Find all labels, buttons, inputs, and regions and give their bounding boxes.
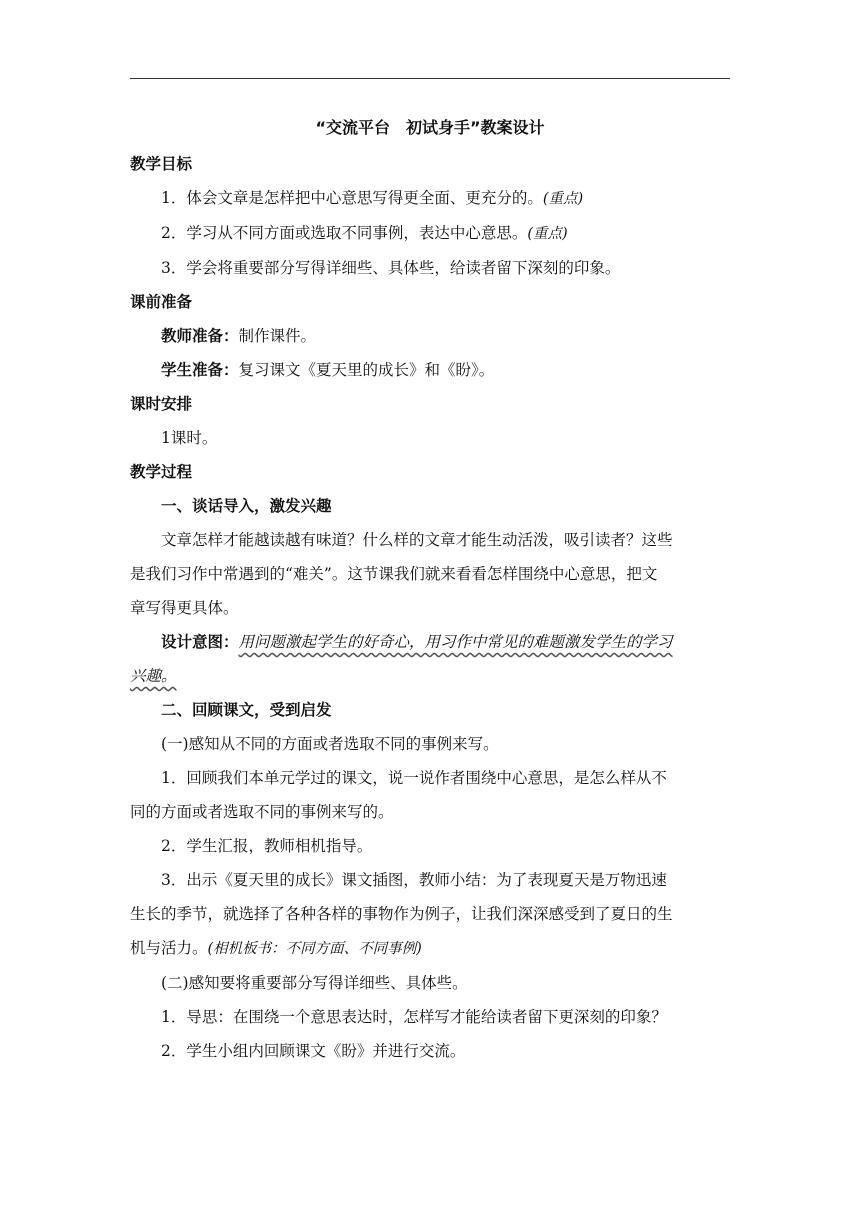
schedule-text: 1课时。 xyxy=(161,429,218,447)
intent-label: 设计意图： xyxy=(161,633,239,651)
step1-para-line3: 章写得更具体。 xyxy=(130,599,239,617)
heading-schedule: 课时安排 xyxy=(130,395,193,413)
step2-item1-line1: 1．回顾我们本单元学过的课文，说一说作者围绕中心意思，是怎么样从不 xyxy=(161,769,667,787)
step1-title: 一、谈话导入，激发兴趣 xyxy=(161,497,332,515)
step2-item3-line2: 生长的季节，就选择了各种各样的事物作为例子，让我们深深感受到了夏日的生 xyxy=(130,905,673,923)
goal-item-2: 2．学习从不同方面或选取不同事例，表达中心意思。(重点) xyxy=(161,224,568,242)
step2-item5: 2．学生小组内回顾课文《盼》并进行交流。 xyxy=(161,1042,466,1060)
step2-item3-line1: 3．出示《夏天里的成长》课文插图，教师小结：为了表现夏天是万物迅速 xyxy=(161,871,667,889)
step2-title: 二、回顾课文，受到启发 xyxy=(161,701,332,719)
heading-prep: 课前准备 xyxy=(130,293,193,311)
step2-item3-line3: 机与活力。(相机板书：不同方面、不同事例) xyxy=(130,939,422,957)
intent-text-2: 兴趣。 xyxy=(130,667,177,685)
prep-teacher-label: 教师准备： xyxy=(161,327,239,345)
step1-para-line1: 文章怎样才能越读越有味道？什么样的文章才能生动活泼，吸引读者？这些 xyxy=(161,531,673,549)
board-note: (相机板书：不同方面、不同事例) xyxy=(207,941,422,957)
step2-part1: (一)感知从不同的方面或者选取不同的事例来写。 xyxy=(161,735,499,753)
step1-intent-line2 xyxy=(130,659,730,693)
prep-student-label: 学生准备： xyxy=(161,361,239,379)
prep-student: 学生准备：复习课文《夏天里的成长》和《盼》。 xyxy=(161,361,495,379)
step2-item1-line2: 同的方面或者选取不同的事例来写的。 xyxy=(130,803,394,821)
document-title: “交流平台 初试身手”教案设计 xyxy=(315,118,545,137)
step2-item4: 1．导思：在围绕一个意思表达时，怎样写才能给读者留下更深刻的印象？ xyxy=(161,1008,667,1026)
heading-goals: 教学目标 xyxy=(130,155,193,173)
goal-item-3: 3．学会将重要部分写得详细些、具体些，给读者留下深刻的印象。 xyxy=(161,259,621,277)
goal-item-1: 1．体会文章是怎样把中心意思写得更全面、更充分的。(重点) xyxy=(161,189,584,207)
step2-part2: (二)感知要将重要部分写得详细些、具体些。 xyxy=(161,974,468,992)
intent-text-1: 用问题激起学生的好奇心，用习作中常见的难题激发学生的学习 xyxy=(238,633,673,651)
heading-process: 教学过程 xyxy=(130,463,193,481)
prep-teacher: 教师准备：制作课件。 xyxy=(161,327,317,345)
step1-intent xyxy=(130,625,730,659)
step1-para-line2: 是我们习作中常遇到的“难关”。这节课我们就来看看怎样围绕中心意思，把文 xyxy=(130,565,658,583)
header-rule xyxy=(130,78,730,79)
goal-note-2: (重点) xyxy=(527,226,568,242)
goal-note-1: (重点) xyxy=(542,191,584,207)
document-content xyxy=(130,114,730,1068)
step2-item2: 2．学生汇报，教师相机指导。 xyxy=(161,837,373,855)
